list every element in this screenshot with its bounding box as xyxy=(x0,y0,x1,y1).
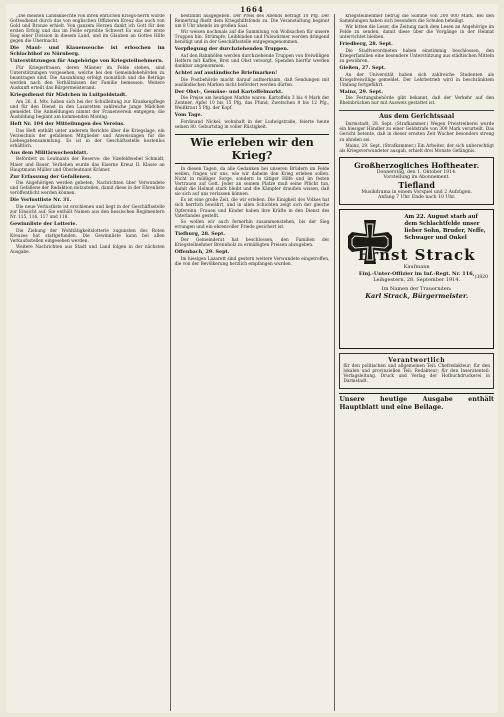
column-1 xyxy=(10,14,165,711)
article-heading: Offenbach, 29. Sept. xyxy=(174,249,230,256)
article-paragraph: Die Postbehörde macht darauf aufmerksam, daß Sendungen mit ausländischen Marken nicht befördert werden dürfen. xyxy=(174,77,330,88)
article-heading: Gewinnliste der Lotterie. xyxy=(10,221,78,228)
deceased-unit: Einj.-Unter-Offizier im Inf.-Regt. Nr. 116, xyxy=(358,270,475,277)
article-paragraph: Die Preise am heutigen Markte waren: Kartoffeln 3 bis 4 Mark der Zentner, Äpfel 10 bis 15 Pfg. das Pfund, Zwetschen 8 bis 12 Pfg., Weißkraut 5 Pfg. der Kopf. xyxy=(174,96,330,112)
responsibility-title: Verantwortlich xyxy=(388,357,446,365)
responsibility-text: für den politischen und allgemeinen Teil: Chefredakteur; für den lokalen und provinziellen Teil: Redakteur; für den Inseratenteil: Verlagsleitung. Druck und Verlag der Hofbuchdruckerei in Darmstadt. xyxy=(343,364,491,385)
article-heading: Aus dem Militärwochenblatt. xyxy=(10,149,89,156)
article-heading: Verpflegung der durchziehenden Truppen. xyxy=(174,46,289,53)
theater-title: Großherzogliches Hoftheater. xyxy=(354,160,480,170)
feature-title: Wie erleben wir den Krieg? xyxy=(175,134,330,164)
article-paragraph: So wollen wir auch fernerhin zusammenstehen, bis der Sieg errungen und ein ehrenvoller Friede gesichert ist. xyxy=(174,219,330,230)
article-heading: Die Maul- und Klauenseuche ist erloschen im Schlachthof zu Nürnberg. xyxy=(10,45,165,57)
column-3 xyxy=(334,14,494,711)
responsibility-box xyxy=(339,353,494,389)
article-heading: Die Verlustliste Nr. 31. xyxy=(10,197,72,204)
article-paragraph: Es ist eine große Zeit, die wir erleben. Die Einigkeit des Volkes hat sich herrlich bewährt, und in allen Schichten zeigt sich der gleiche Opfersinn. Frauen und Kinder haben ihre Kräfte in den Dienst des Vaterlandes gestellt. xyxy=(174,198,330,219)
article-paragraph: Die neue Verlustliste ist erschienen und liegt in der Geschäftsstelle zur Einsicht auf. Sie enthält Namen aus den hessischen Regimentern Nr. 115, 116, 117 und 118. xyxy=(10,204,165,221)
death-notice xyxy=(339,209,494,349)
article-paragraph: Ferdinand Nickel, wohnhaft in der Ludwigstraße, feierte heute seinen 80. Geburtstag in voller Rüstigkeit. xyxy=(174,120,330,131)
article-heading: Unterstützungen für Angehörige von Kriegsteilnehmern. xyxy=(10,58,164,65)
article-paragraph: Wir weisen nochmals auf die Sammlung von Wollsachen für unsere Truppen hin. Strümpfe, Leibbinden und Pulswärmer werden dringend benötigt und in der Geschäftsstelle entgegengenommen. xyxy=(174,30,330,46)
article-paragraph: Im hiesigen Lazarett sind gestern weitere Verwundete eingetroffen, die von der Bevölkerung herzlich empfangen wurden. xyxy=(174,256,330,268)
deceased-name: Ernst Strack xyxy=(357,246,476,265)
death-notice-place-date: Leihgestern, 28. September 1914. xyxy=(373,277,461,284)
article-paragraph: An der Universität haben sich zahlreiche Studenten als Kriegsfreiwillige gemeldet. Der Lehrbetrieb wird in beschränktem Umfang fortgeführt. xyxy=(339,72,495,88)
article-paragraph: Mainz, 29. Sept. (Strafkammer.) Ein Arbeiter, der sich unberechtigt als Kriegsverwundeter ausgab, erhielt drei Monate Gefängnis. xyxy=(339,143,495,154)
theater-subscription: Vorstellung im Abonnement. xyxy=(383,175,450,181)
article-heading: Der Obst-, Gemüse- und Kartoffelmarkt. xyxy=(174,88,283,95)
article-paragraph: Befördert zu Leutnants der Reserve: die Vizefeldwebel Schmidt, Maier und Bauer. Verliehen wurde das Eiserne Kreuz II. Klasse an Hauptmann Müller und Oberleutnant Krämer. xyxy=(10,157,165,173)
article-heading: Vom Tage. xyxy=(174,112,203,119)
article-paragraph: Weitere Nachrichten aus Stadt und Land folgen in der nächsten Ausgabe. xyxy=(10,244,165,255)
iron-cross-icon xyxy=(346,218,394,266)
article-paragraph: Auf den Bahnhöfen werden durchziehende Truppen von freiwilligen Helfern mit Kaffee, Brot und Obst versorgt. Spenden hierfür werden dankbar angenommen. xyxy=(174,53,330,69)
page-number: 1664 xyxy=(240,5,264,14)
article-heading: Heft Nr. 104 der Mitteilungen des Vereins. xyxy=(10,121,125,128)
death-notice-mourning: Im Namen der Trauernden: xyxy=(381,285,452,292)
edition-note: Unsere heutige Ausgabe enthält Hauptblatt und eine Beilage. xyxy=(339,395,495,411)
theater-notice xyxy=(339,157,494,205)
article-heading: Zur Erfassung der Gefallenen. xyxy=(10,173,92,180)
article-paragraph: kriegsteilnehmer betrug die Summe von 200 000 Mark. Bei den Sammlungen haben sich besonders die Schulen beteiligt. xyxy=(339,14,495,25)
article-paragraph: Die Ziehung der Wohltätigkeitslotterie zugunsten des Roten Kreuzes hat stattgefunden. Die Gewinnliste kann bei allen Verkaufsstellen eingesehen werden. xyxy=(10,228,165,244)
article-paragraph: „Die meisten Landsknechte von ihren ehrlichen Kriegs-herrn wurde Gottesdienst durch das von englischen Offizieren Kreuz das auch von Gold und Bronze erhielt. Von ganzem Herzen dankt ich Gott für den ersten Erfolg und das im Felde erprobte Schwert Es war der erste Sieg einer Division in diesem Land, und im Glauben an Gottes Hilfe gegen die Ubermacht. xyxy=(10,14,165,45)
article-paragraph: Die Festungsbehörde gibt bekannt, daß der Verkehr auf den Rheinbrücken nur mit Ausweis gestattet ist. xyxy=(339,96,495,107)
theater-times: Anfang 7 Uhr. Ende nach 10 Uhr. xyxy=(378,195,456,201)
deceased-profession: Kaufmann xyxy=(403,264,430,271)
column-2 xyxy=(170,14,330,711)
article-paragraph: In diesen Tagen, da alle Gedanken bei unseren Brüdern im Felde weilen, fragen wir uns, wie wir daheim den Krieg erleben sollen. Nicht in müßiger Sorge, sondern in tätiger Hilfe und im festen Vertrauen auf Gott. Jeder an seinem Platze muß seine Pflicht tun, damit die Heimat stark bleibt und die Kämpfer draußen wissen, daß sie sich auf uns verlassen können. xyxy=(174,167,330,198)
death-notice-signer: Karl Strack, Bürgermeister. xyxy=(365,292,469,301)
death-notice-lead: Am 22. August starb auf dem Schlachtfelde unser lieber Sohn, Bruder, Neffe, Schwager und Onkel xyxy=(404,214,486,242)
article-paragraph: Der Gemeinderat hat beschlossen, den Familien der Kriegsteilnehmer Brennholz zu ermäßigten Preisen abzugeben. xyxy=(174,238,330,249)
theater-play-title: Tiefland xyxy=(398,179,435,190)
newspaper-page xyxy=(6,4,498,713)
article-paragraph: Wir bitten die Leser, die Zeitung nach dem Lesen an Angehörige im Felde zu senden, damit diese über die Vorgänge in der Heimat unterrichtet bleiben. xyxy=(339,25,495,41)
theater-play-desc: Musikdrama in einem Vorspiel und 2 Aufzügen. xyxy=(361,189,473,195)
article-heading: Kriegsdienst für Mädchen in Luitpoldstadt. xyxy=(10,92,127,99)
article-heading: Tiefburg, 28. Sept. xyxy=(174,230,226,237)
article-paragraph: bestimmt ausgegeben. Der Preis des Abends beträgt 10 Pfg. Der Reinertrag fließt dem Kriegshilfsfonds zu. Die Veranstaltung beginnt um 8 Uhr abends im großen Saal. xyxy=(174,14,330,30)
article-paragraph: Für Kriegerfrauen, deren Männer im Felde stehen, sind Unterstützungen vorgesehen, welche bei den Gemeindebehörden zu beantragen sind. Die Auszahlung erfolgt monatlich und die Beträge werden nach den Verhältnissen der Familie bemessen. Weitere Auskunft erteilt das Bürgermeisteramt. xyxy=(10,66,165,92)
article-heading: Gießen, 27. Sept. xyxy=(339,64,386,71)
section-title-court: Aus dem Gerichtssaal xyxy=(339,110,494,120)
article-paragraph: Die Stadtverordneten haben einstimmig beschlossen, den Kriegerfamilien eine besondere Unterstützung aus städtischen Mitteln zu gewähren. xyxy=(339,48,495,64)
theater-date: Donnerstag, den 1. Oktober 1914. xyxy=(376,169,457,175)
death-notice-number: (3820 xyxy=(474,275,489,281)
columns xyxy=(10,14,494,711)
article-paragraph: Am 26. d. Mts. haben sich bei der Schulleitung zur Krankenpflege und für den Dienst in den Lazaretten zahlreiche junge Mädchen gemeldet. Die Anmeldungen nimmt der Frauenverein entgegen; die Ausbildung beginnt am kommenden Montag. xyxy=(10,99,165,121)
article-paragraph: Die Angehörigen werden gebeten, Nachrichten über Verwundete und Gefallene der Redaktion mitzuteilen, damit diese in der Ehrenliste veröffentlicht werden können. xyxy=(10,181,165,197)
article-heading: Achtet auf ausländische Briefmarken! xyxy=(174,70,278,77)
article-heading: Mainz, 29. Sept. xyxy=(339,88,383,95)
article-paragraph: Das Heft enthält unter anderem Berichte über die Kriegslage, ein Verzeichnis der gefallenen Mitglieder und Anweisungen für die Liebesgabensammlung. Es ist in der Geschäftsstelle kostenlos erhältlich. xyxy=(10,128,165,149)
article-paragraph: Darmstadt, 28. Sept. (Strafkammer.) Wegen Preistreiberei wurde ein hiesiger Händler zu einer Geldstrafe von 300 Mark verurteilt. Das Gericht betonte, daß in dieser ernsten Zeit Wucher besonders streng zu ahnden sei. xyxy=(339,122,495,143)
article-heading: Friedberg, 28. Sept. xyxy=(339,41,393,48)
